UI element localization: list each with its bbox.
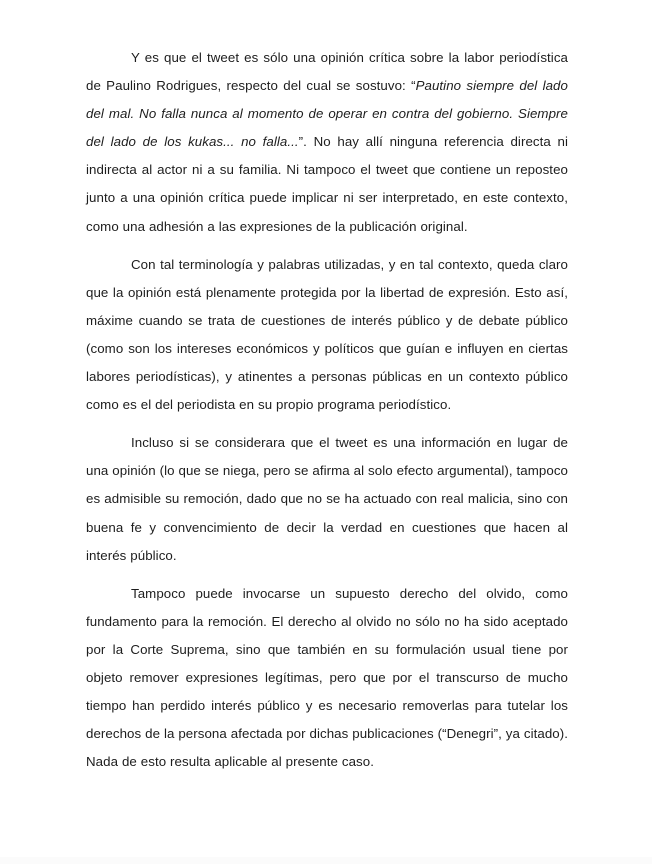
paragraph-4 [86,580,568,777]
paragraph-3 [86,429,568,569]
paragraph-1 [86,44,568,241]
page-bottom-edge [0,857,652,864]
paragraph-2-run-1: Con tal terminología y palabras utilizadas, y en tal contexto, queda claro que la opinión está plenamente protegida por la libertad de expresión. Esto así, máxime cuando se trata de cuestiones de interés público y de debate público (como son los intereses económicos y políticos que guían e influyen en ciertas labores periodísticas), y atinentes a personas públicas en un contexto público como es el del periodista en su propio programa periodístico. [86,256,568,413]
paragraph-2 [86,251,568,420]
document-text-body [86,44,568,776]
paragraph-1-quoted-tweet-italic: Pautino siempre del lado del mal. No falla nunca al momento de operar en contra del gobierno. Siempre del lado de los kukas... no falla... [86,78,568,150]
paragraph-4-run-1: Tampoco puede invocarse un supuesto derecho del olvido, como fundamento para la remoción. El derecho al olvido no sólo no ha sido aceptado por la Corte Suprema, sino que también en su formulación usual tiene por objeto remover expresiones legítimas, pero que por el transcurso de mucho tiempo han perdido interés público y es necesario removerlas para tutelar los derechos de la persona afectada por dichas publicaciones (“Denegri”, ya citado). Nada de esto resulta aplicable al presente caso. [86,585,568,770]
paragraph-1-run-1: Y es que el tweet es sólo una opinión crítica sobre la labor periodística de Paulino Rodrigues, respecto del cual se sostuvo: “ [86,50,568,94]
paragraph-1-run-3: ”. No hay allí ninguna referencia directa ni indirecta al actor ni a su familia. Ni tampoco el tweet que contiene un reposteo junto a una opinión crítica puede implicar ni ser interpretado, en este contexto, como una adhesión a las expresiones de la publicación original. [86,134,568,234]
paragraph-3-run-1: Incluso si se considerara que el tweet es una información en lugar de una opinión (lo que se niega, pero se afirma al solo efecto argumental), tampoco es admisible su remoción, dado que no se ha actuado con real malicia, sino con buena fe y convencimiento de decir la verdad en cuestiones que hacen al interés público. [86,435,568,563]
